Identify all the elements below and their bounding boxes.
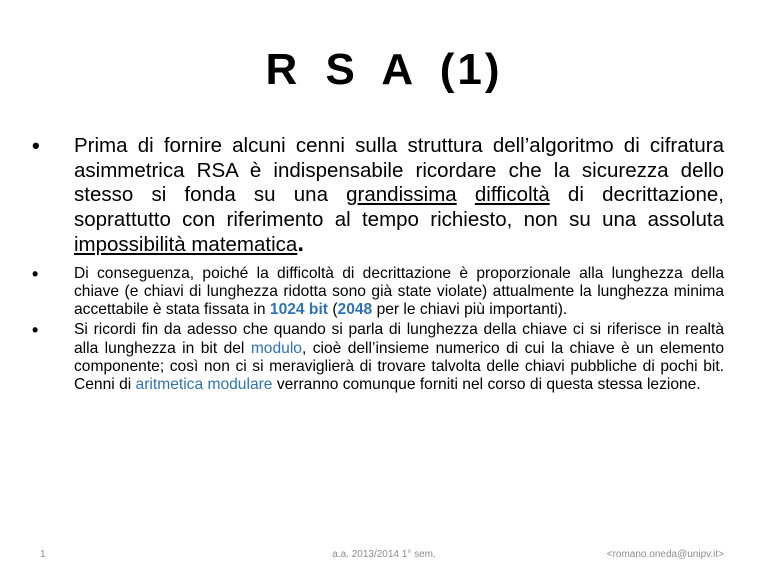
underlined-text: impossibilità matematica	[74, 233, 298, 256]
footer-email: <romano.oneda@unipv.it>	[606, 549, 724, 560]
bullet-text: .	[297, 230, 304, 257]
bullet-item-3	[30, 321, 724, 394]
bullet-text: (	[332, 301, 338, 319]
bullet-text: Prima di fornire alcuni cenni sulla struttura dell’algoritmo di cifratura asimmetrica RSA è indispensabile ricordare che la sicurezza dello stesso si fonda su una	[74, 134, 724, 206]
page-number: 1	[40, 549, 46, 560]
bullet-text	[457, 183, 475, 206]
highlight-text: 2048	[337, 301, 373, 319]
bullet-dot-icon: •	[32, 320, 39, 341]
bullet-text: Si ricordi fin da adesso che quando si parla di lunghezza della chiave ci si riferisce in realtà alla lunghezza in bit del	[74, 321, 724, 357]
underlined-text: difficoltà	[474, 183, 550, 206]
bullet-list	[30, 134, 724, 395]
bullet-text: Di conseguenza, poiché la difficoltà di decrittazione è proporzionale alla lunghezza della chiave (e chiavi di lunghezza ridotta sono già state violate) attualmente la lunghezza minima accettabile è stata fissata in	[74, 264, 724, 319]
bullet-text: verranno comunque forniti nel corso di questa stessa lezione.	[272, 376, 701, 394]
bullet-dot-icon: •	[32, 133, 40, 158]
bullet-text: , cioè dell’insieme numerico di cui la chiave è un elemento componente; così non ci si meraviglierà di trovare talvolta delle chiavi pubbliche di pochi bit. Cenni di	[74, 339, 724, 394]
bullet-item-2	[30, 265, 724, 320]
bullet-item-1	[30, 134, 724, 258]
highlight-text: modulo	[250, 339, 302, 357]
highlight-text: 1024 bit	[269, 301, 328, 319]
footer-date: a.a. 2013/2014 1° sem.	[332, 549, 436, 560]
bullet-dot-icon: •	[32, 263, 39, 284]
underlined-text: grandissima	[346, 183, 457, 206]
slide-title: R S A (1)	[265, 45, 503, 94]
highlight-text: aritmetica modulare	[135, 376, 273, 394]
bullet-text: di decrittazione, soprattutto con riferimento al tempo richiesto, non su una assoluta	[74, 183, 724, 231]
bullet-text: per le chiavi più importanti).	[372, 301, 568, 319]
